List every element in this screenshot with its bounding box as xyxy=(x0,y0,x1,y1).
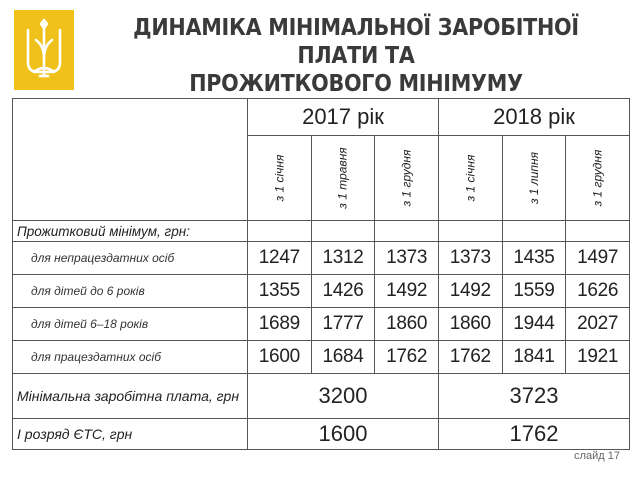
etc-2018: 1762 xyxy=(438,419,629,450)
value-cell: 1492 xyxy=(438,275,502,308)
row-label: для працездатних осіб xyxy=(13,341,248,374)
value-cell: 1497 xyxy=(566,242,630,275)
value-cell: 1373 xyxy=(375,242,439,275)
page-title xyxy=(104,14,608,98)
value-cell: 1626 xyxy=(566,275,630,308)
value-cell: 1921 xyxy=(566,341,630,374)
table-row-etc xyxy=(13,419,630,450)
value-cell: 1492 xyxy=(375,275,439,308)
value-cell: 1312 xyxy=(311,242,375,275)
value-cell: 1373 xyxy=(438,242,502,275)
value-cell: 1435 xyxy=(502,242,566,275)
value-cell: 1559 xyxy=(502,275,566,308)
date-header: з 1 січня xyxy=(438,136,502,221)
header-blank-cell xyxy=(13,99,248,221)
table-row xyxy=(13,308,630,341)
date-header: з 1 липня xyxy=(502,136,566,221)
value-cell: 1777 xyxy=(311,308,375,341)
value-cell: 1762 xyxy=(438,341,502,374)
value-cell: 1689 xyxy=(248,308,312,341)
table-row xyxy=(13,341,630,374)
etc-2017: 1600 xyxy=(248,419,439,450)
value-cell: 1762 xyxy=(375,341,439,374)
row-label: для дітей до 6 років xyxy=(13,275,248,308)
emblem xyxy=(14,10,74,90)
data-table xyxy=(12,98,630,450)
date-header: з 1 січня xyxy=(248,136,312,221)
table-row xyxy=(13,242,630,275)
trident-emblem-icon xyxy=(14,10,74,90)
row-label: для дітей 6–18 років xyxy=(13,308,248,341)
date-header: з 1 грудня xyxy=(375,136,439,221)
table-row xyxy=(13,275,630,308)
value-cell: 2027 xyxy=(566,308,630,341)
value-cell: 1600 xyxy=(248,341,312,374)
date-header: з 1 травня xyxy=(311,136,375,221)
value-cell: 1684 xyxy=(311,341,375,374)
value-cell: 1860 xyxy=(375,308,439,341)
value-cell: 1944 xyxy=(502,308,566,341)
year-2018-header: 2018 рік xyxy=(438,99,629,136)
year-2017-header: 2017 рік xyxy=(248,99,439,136)
table-row-min-wage xyxy=(13,374,630,419)
value-cell: 1426 xyxy=(311,275,375,308)
title-line-1: ДИНАМІКА МІНІМАЛЬНОЇ ЗАРОБІТНОЇ ПЛАТИ ТА xyxy=(133,15,579,69)
title-line-2: ПРОЖИТКОВОГО МІНІМУМУ xyxy=(189,71,523,97)
value-cell: 1355 xyxy=(248,275,312,308)
value-cell: 1247 xyxy=(248,242,312,275)
min-wage-2018: 3723 xyxy=(438,374,629,419)
value-cell: 1860 xyxy=(438,308,502,341)
min-wage-label: Мінімальна заробітна плата, грн xyxy=(13,374,248,419)
etc-label: І розряд ЄТС, грн xyxy=(13,419,248,450)
slide-number: слайд 17 xyxy=(574,450,620,462)
min-wage-2017: 3200 xyxy=(248,374,439,419)
group-label: Прожитковий мінімум, грн: xyxy=(13,221,248,242)
date-header: з 1 грудня xyxy=(566,136,630,221)
value-cell: 1841 xyxy=(502,341,566,374)
row-label: для непрацездатних осіб xyxy=(13,242,248,275)
